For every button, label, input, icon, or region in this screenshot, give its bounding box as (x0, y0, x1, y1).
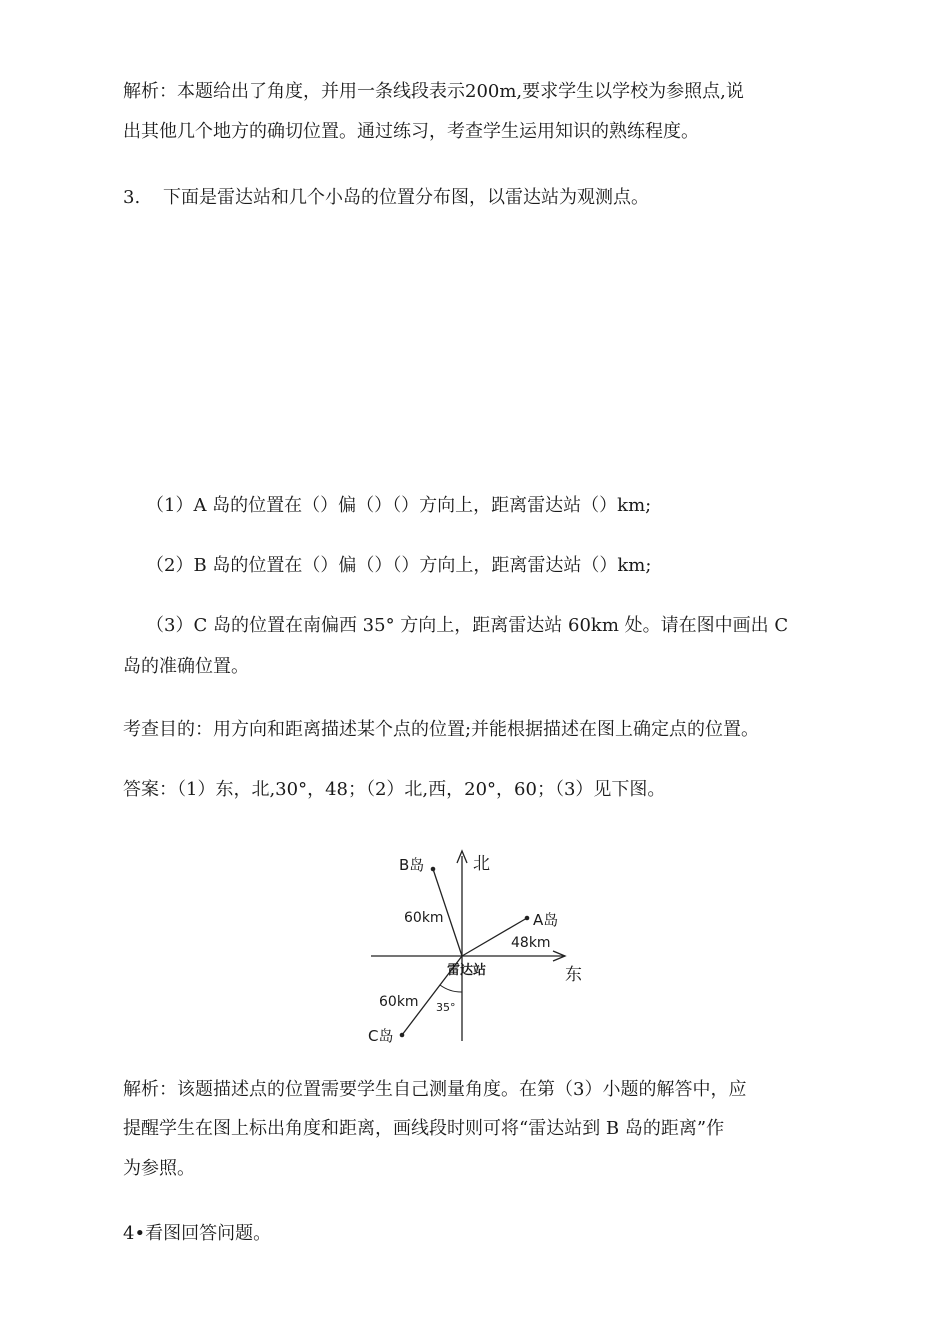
question3-sub2: （2）B 岛的位置在（）偏（）（）方向上，距离雷达站（）km; (146, 555, 652, 576)
c-angle-label: 35° (436, 1001, 456, 1014)
c-island-label: C岛 (368, 1027, 394, 1045)
radar-station-label: 雷达站 (447, 963, 487, 978)
analysis2-line1: 解析：该题描述点的位置需要学生自己测量角度。在第（3）小题的解答中，应 (123, 1079, 747, 1100)
question3-sub1: （1）A 岛的位置在（）偏（）（）方向上，距离雷达站（）km; (146, 495, 652, 516)
b-island-label: B岛 (399, 856, 425, 874)
c-island-point (400, 1033, 405, 1038)
b-distance-label: 60km (404, 910, 444, 926)
c-distance-label: 60km (379, 994, 419, 1010)
analysis1-line2: 出其他几个地方的确切位置。通过练习，考查学生运用知识的熟练程度。 (123, 121, 699, 142)
a-island-label: A岛 (533, 911, 559, 929)
question3-sub3-line2: 岛的准确位置。 (123, 656, 249, 677)
analysis2-line3: 为参照。 (123, 1158, 195, 1179)
answer-text: 答案：（1）东，北,30°，48；（2）北,西，20°，60；（3）见下图。 (123, 779, 666, 800)
question3-text: 下面是雷达站和几个小岛的位置分布图，以雷达站为观测点。 (163, 187, 649, 208)
question3-sub3-line1: （3）C 岛的位置在南偏西 35° 方向上，距离雷达站 60km 处。请在图中画出 C (146, 615, 789, 636)
north-label: 北 (473, 854, 490, 874)
a-distance-label: 48km (511, 935, 551, 951)
analysis2-line2: 提醒学生在图上标出角度和距离，画线段时则可将“雷达站到 B 岛的距离”作 (123, 1118, 725, 1139)
analysis1-line1: 解析：本题给出了角度，并用一条线段表示200m,要求学生以学校为参照点,说 (123, 81, 744, 102)
c-angle-arc (440, 985, 462, 992)
east-label: 东 (565, 965, 582, 985)
radar-diagram (365, 836, 595, 1046)
a-island-point (525, 916, 530, 921)
purpose-text: 考查目的：用方向和距离描述某个点的位置;并能根据描述在图上确定点的位置。 (123, 719, 760, 740)
question3-number: 3. (123, 187, 141, 208)
question4-text: 4•看图回答问题。 (123, 1223, 272, 1244)
b-island-point (431, 867, 436, 872)
